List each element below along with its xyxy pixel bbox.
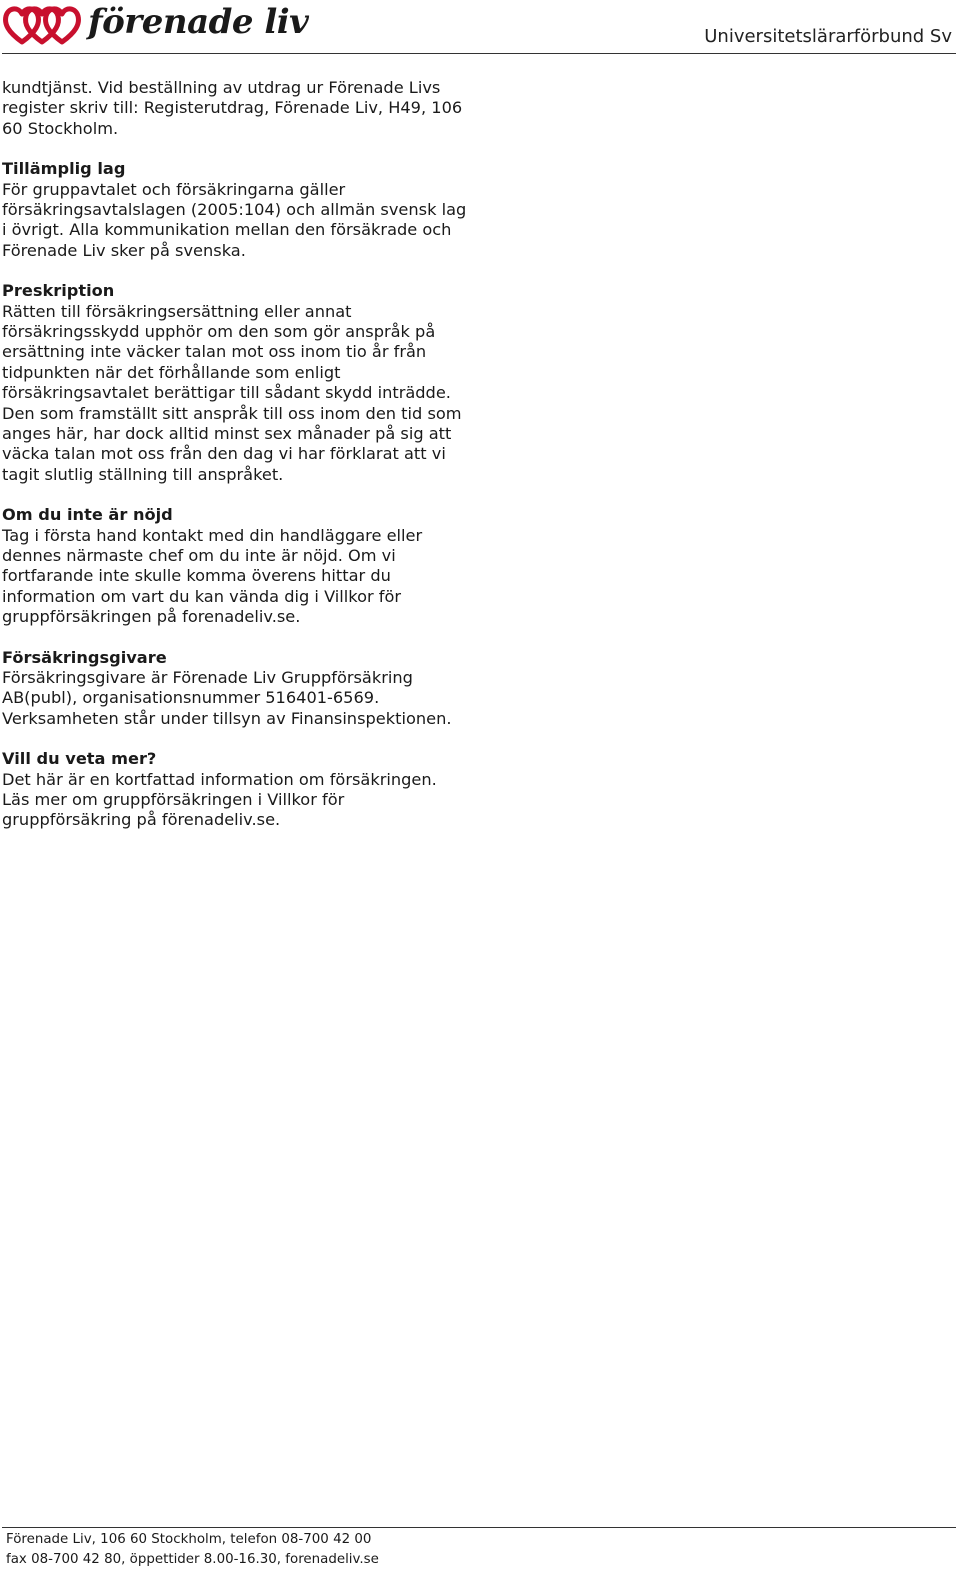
body-line: försäkringsskydd upphör om den som gör anspråk på [2, 322, 436, 342]
body-line: gruppförsäkringen på forenadeliv.se. [2, 606, 301, 626]
section-complaints [2, 505, 472, 627]
section-heading: Om du inte är nöjd [2, 505, 173, 525]
page-header [0, 0, 960, 56]
brand-wordmark: förenade liv [88, 2, 309, 42]
section-heading: Tillämplig lag [2, 159, 126, 179]
body-line: försäkringsavtalslagen (2005:104) och allmän svensk lag [2, 200, 467, 220]
body-line: ersättning inte väcker talan mot oss inom tio år från [2, 342, 427, 362]
body-line: 60 Stockholm. [2, 118, 119, 138]
footer-address: Förenade Liv, 106 60 Stockholm, telefon 08-700 42 00 [6, 1532, 372, 1547]
body-line: Tag i första hand kontakt med din handläggare eller [2, 525, 423, 545]
section-heading: Försäkringsgivare [2, 647, 167, 667]
body-line: Förenade Liv sker på svenska. [2, 240, 246, 260]
body-line: i övrigt. Alla kommunikation mellan den försäkrade och [2, 220, 452, 240]
body-line: försäkringsavtalet berättigar till sådant skydd inträdde. [2, 383, 451, 403]
section-heading: Vill du veta mer? [2, 749, 157, 769]
footer-divider [2, 1527, 956, 1528]
body-line: Den som framställt sitt anspråk till oss inom den tid som [2, 403, 462, 423]
section-prescription [2, 281, 472, 484]
body-line: information om vart du kan vända dig i Villkor för [2, 586, 402, 606]
body-line: Rätten till försäkringsersättning eller annat [2, 301, 352, 321]
body-line: För gruppavtalet och försäkringarna gäller [2, 179, 346, 199]
body-line: Läs mer om gruppförsäkringen i Villkor för [2, 790, 345, 810]
body-line: tagit slutlig ställning till anspråket. [2, 464, 284, 484]
section-continuation [2, 78, 472, 139]
heart-chain-logo-icon [2, 2, 82, 52]
body-line: gruppförsäkring på förenadeliv.se. [2, 810, 281, 830]
section-more-info [2, 749, 472, 830]
body-line: Det här är en kortfattad information om försäkringen. [2, 769, 437, 789]
section-insurer [2, 648, 472, 729]
body-line: register skriv till: Registerutdrag, Förenade Liv, H49, 106 [2, 98, 463, 118]
body-line: fortfarande inte skulle komma överens hittar du [2, 566, 391, 586]
body-line: Verksamheten står under tillsyn av Finansinspektionen. [2, 708, 452, 728]
body-line: väcka talan mot oss från den dag vi har förklarat att vi [2, 444, 446, 464]
body-line: anges här, har dock alltid minst sex månader på sig att [2, 423, 452, 443]
organization-name: Universitetslärarförbund Sv [704, 26, 952, 47]
body-line: Försäkringsgivare är Förenade Liv Gruppförsäkring [2, 667, 413, 687]
document-body [2, 78, 472, 851]
footer-contact: fax 08-700 42 80, öppettider 8.00-16.30, forenadeliv.se [6, 1552, 379, 1567]
section-applicable-law [2, 159, 472, 261]
header-divider [2, 53, 956, 54]
body-line: AB(publ), organisationsnummer 516401-6569. [2, 688, 380, 708]
body-line: tidpunkten när det förhållande som enligt [2, 362, 341, 382]
page-footer [6, 1530, 906, 1570]
body-line: dennes närmaste chef om du inte är nöjd. Om vi [2, 545, 396, 565]
body-line: kundtjänst. Vid beställning av utdrag ur Förenade Livs [2, 78, 441, 97]
section-heading: Preskription [2, 281, 115, 301]
